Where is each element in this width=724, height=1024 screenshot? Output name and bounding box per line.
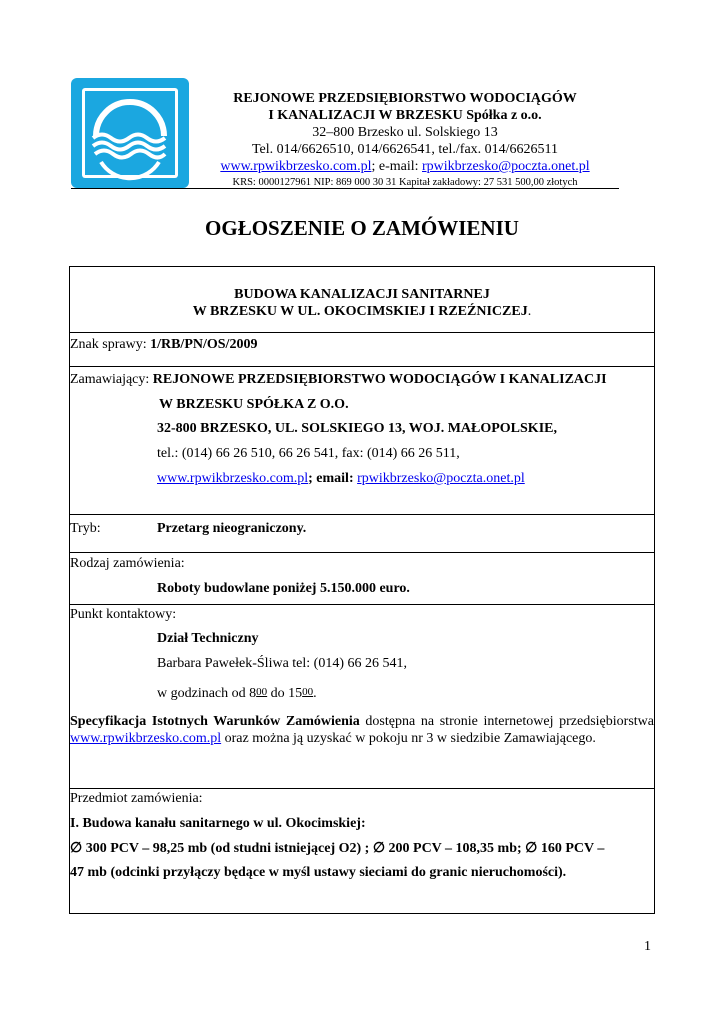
mode-label: Tryb:	[70, 521, 101, 536]
company-name-line1: REJONOWE PRZEDSIĘBIORSTWO WODOCIĄGÓW	[233, 91, 577, 106]
row-divider	[69, 332, 655, 333]
header-email-label: ; e-mail:	[371, 159, 423, 174]
case-number-row	[70, 336, 257, 353]
subject-line2: W BRZESKU W UL. OKOCIMSKIEJ I RZEŹNICZEJ	[192, 304, 528, 319]
case-number-label: Znak sprawy:	[70, 337, 151, 352]
orderer-phones: tel.: (014) 66 26 510, 66 26 541, fax: (014) 66 26 511,	[157, 446, 460, 461]
orderer-label: Zamawiający:	[70, 372, 153, 387]
orderer-name1: REJONOWE PRZEDSIĘBIORSTWO WODOCIĄGÓW I KANALIZACJI	[152, 372, 607, 387]
header-website-link[interactable]: www.rpwikbrzesko.com.pl	[220, 159, 372, 174]
page-number: 1	[644, 939, 651, 954]
contact-department: Dział Techniczny	[157, 631, 259, 646]
company-contact-line	[196, 158, 614, 175]
company-logo	[71, 78, 189, 188]
scope-label: Przedmiot zamówienia:	[70, 791, 203, 806]
orderer-row	[70, 371, 607, 388]
orderer-email-label: ; email:	[308, 471, 358, 486]
specification-text1: dostępna na stronie internetowej przedsiębiorstwa	[359, 714, 654, 729]
mode-value: Przetarg nieograniczony.	[157, 521, 307, 536]
row-divider	[69, 604, 655, 605]
orderer-email-link[interactable]: rpwikbrzesko@poczta.onet.pl	[357, 471, 525, 486]
subject-line2-wrap	[0, 303, 724, 320]
subject-line1: BUDOWA KANALIZACJI SANITARNEJ	[234, 287, 490, 302]
row-divider	[69, 788, 655, 789]
row-divider	[69, 366, 655, 367]
row-divider	[69, 552, 655, 553]
orderer-address: 32-800 BRZESKO, UL. SOLSKIEGO 13, WOJ. MAŁOPOLSKIE,	[157, 421, 557, 436]
hours-start-minutes: 00	[256, 686, 268, 698]
hours-end-minutes: 00	[302, 686, 314, 698]
row-divider	[69, 514, 655, 515]
case-number-value: 1/RB/PN/OS/2009	[150, 337, 258, 352]
header-email-link[interactable]: rpwikbrzesko@poczta.onet.pl	[422, 159, 590, 174]
company-phones: Tel. 014/6626510, 014/6626541, tel./fax. 014/6626511	[251, 142, 559, 157]
specification-website-link[interactable]: www.rpwikbrzesko.com.pl	[70, 731, 222, 746]
orderer-website-link[interactable]: www.rpwikbrzesko.com.pl	[157, 471, 309, 486]
scope-line2: 47 mb (odcinki przyłączy będące w myśl ustawy sieciami do granic nieruchomości).	[70, 865, 567, 880]
page-title: OGŁOSZENIE O ZAMÓWIENIU	[205, 216, 519, 240]
scope-line1: ∅ 300 PCV – 98,25 mb (od studni istniejącej O2) ; ∅ 200 PCV – 108,35 mb; ∅ 160 PCV –	[70, 841, 605, 856]
header-divider	[71, 188, 619, 189]
order-type-value: Roboty budowlane poniżej 5.150.000 euro.	[157, 581, 410, 596]
orderer-name2: W BRZESKU SPÓŁKA Z O.O.	[159, 397, 349, 412]
hours-prefix: w godzinach od 8	[157, 686, 257, 701]
orderer-contact	[157, 470, 525, 487]
contact-hours	[157, 685, 317, 703]
subject-line2-dot: .	[527, 304, 532, 319]
contact-person: Barbara Pawełek-Śliwa tel: (014) 66 26 541,	[157, 656, 407, 671]
company-address: 32–800 Brzesko ul. Solskiego 13	[312, 125, 498, 140]
hours-end: .	[313, 686, 317, 701]
order-type-label: Rodzaj zamówienia:	[70, 556, 185, 571]
specification-title: Specyfikacja Istotnych Warunków Zamówienia	[70, 714, 360, 729]
company-name-line2: I KANALIZACJI W BRZESKU Spółka z o.o.	[268, 108, 542, 123]
letterhead	[196, 90, 614, 175]
company-registration: KRS: 0000127961 NIP: 869 000 30 31 Kapitał zakładowy: 27 531 500,00 złotych	[232, 177, 578, 188]
specification-text2: oraz można ją uzyskać w pokoju nr 3 w siedzibie Zamawiającego.	[221, 731, 596, 746]
specification-paragraph	[70, 713, 654, 747]
scope-heading: I. Budowa kanału sanitarnego w ul. Okocimskiej:	[70, 816, 366, 831]
hours-middle: do 15	[267, 686, 303, 701]
contact-label: Punkt kontaktowy:	[70, 607, 177, 622]
